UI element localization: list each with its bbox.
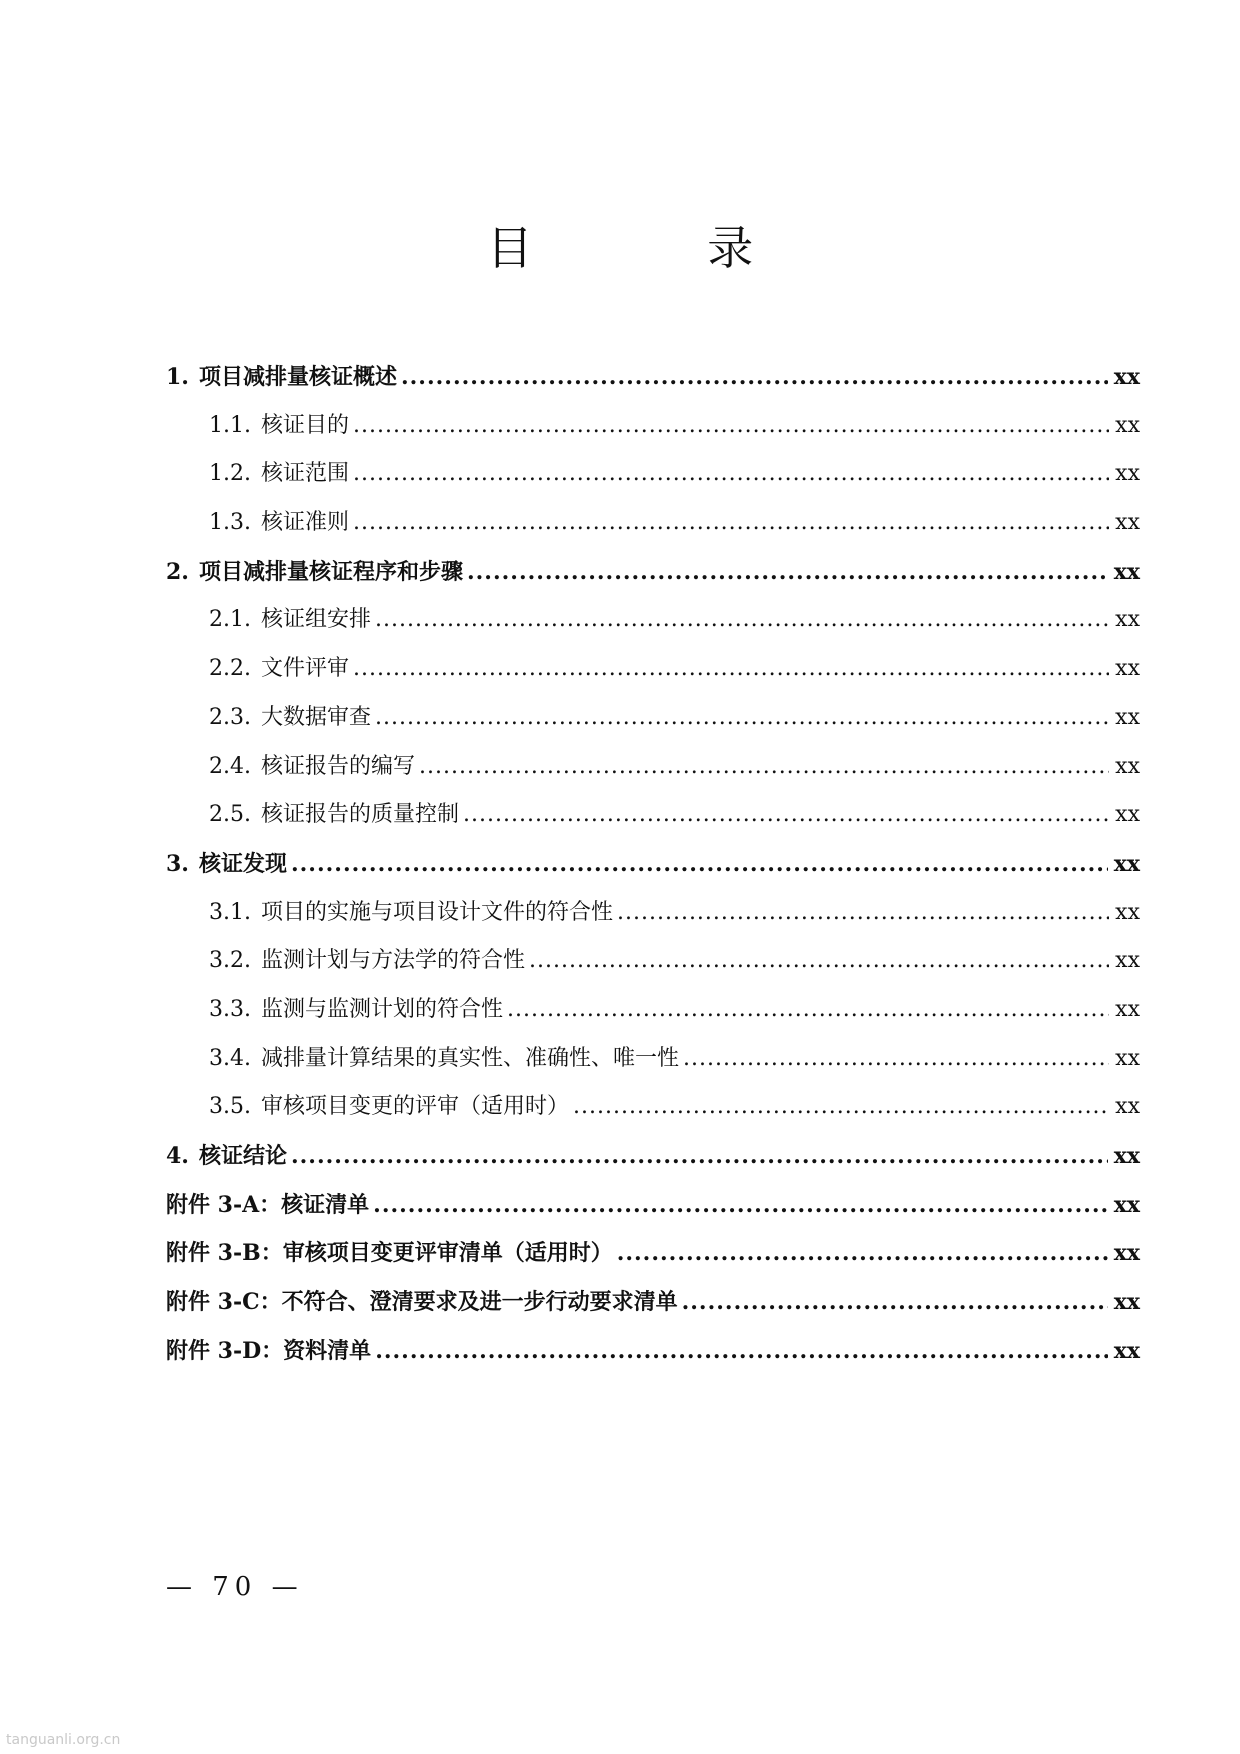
toc-entry[interactable] [166, 937, 1140, 986]
dot-leader [617, 1229, 1108, 1278]
toc-page: xx [1113, 364, 1140, 390]
toc-page: xx [1115, 802, 1140, 828]
toc-entry-appendix[interactable] [166, 1327, 1140, 1376]
toc-entry-appendix[interactable] [166, 1278, 1140, 1327]
toc-title: 监测与监测计划的符合性 [260, 996, 503, 1022]
toc-number: 2. [166, 558, 189, 585]
dot-leader [375, 596, 1109, 645]
toc-page: xx [1113, 1240, 1140, 1267]
toc-page: xx [1113, 1337, 1140, 1364]
toc-entry-appendix[interactable] [166, 1181, 1140, 1230]
dot-leader [401, 353, 1108, 402]
toc-number: 3.2. [209, 948, 251, 974]
toc-title: 核证范围 [260, 461, 349, 487]
toc-page: xx [1113, 558, 1140, 585]
toc-number: 2.2. [209, 656, 251, 682]
toc-number: 3.4. [209, 1045, 251, 1071]
toc-title: 大数据审查 [260, 704, 371, 730]
toc-number: 1.3. [209, 510, 251, 536]
dot-leader [467, 548, 1108, 597]
toc-number: 2.1. [209, 607, 251, 633]
dot-leader [353, 499, 1109, 548]
toc-number: 1.2. [209, 461, 251, 487]
toc-entry[interactable] [166, 1035, 1140, 1084]
toc-title: 附件 3-C：不符合、澄清要求及进一步行动要求清单 [166, 1289, 678, 1316]
dot-leader [375, 694, 1109, 743]
dot-leader [529, 937, 1109, 986]
toc-title: 审核项目变更的评审（适用时） [260, 1094, 569, 1120]
dot-leader [682, 1278, 1108, 1327]
toc-title: 项目减排量核证程序和步骤 [198, 558, 463, 585]
dot-leader [507, 986, 1109, 1035]
toc-title: 核证发现 [198, 850, 287, 877]
page-title: 目 录 [486, 221, 834, 275]
dot-leader [375, 1327, 1108, 1376]
dot-leader [353, 645, 1109, 694]
toc-entry[interactable] [166, 548, 1140, 597]
toc-page: xx [1115, 461, 1140, 487]
toc-number: 3.5. [209, 1094, 251, 1120]
dot-leader [353, 402, 1109, 451]
table-of-contents [166, 353, 1140, 1375]
toc-number: 2.4. [209, 753, 251, 779]
toc-page: xx [1113, 1289, 1140, 1316]
toc-entry[interactable] [166, 499, 1140, 548]
dot-leader [291, 840, 1108, 889]
watermark: tanguanli.org.cn [6, 1732, 121, 1748]
toc-title: 核证目的 [260, 412, 349, 438]
toc-number: 3.3. [209, 996, 251, 1022]
toc-title: 文件评审 [260, 656, 349, 682]
toc-number: 3. [166, 850, 189, 877]
toc-number: 1.1. [209, 412, 251, 438]
toc-title: 项目的实施与项目设计文件的符合性 [260, 899, 613, 925]
dot-leader [353, 450, 1109, 499]
toc-entry[interactable] [166, 353, 1140, 402]
toc-entry[interactable] [166, 645, 1140, 694]
toc-page: xx [1115, 1045, 1140, 1071]
toc-title: 核证报告的编写 [260, 753, 415, 779]
toc-title: 核证结论 [198, 1143, 287, 1169]
toc-title: 核证报告的质量控制 [260, 802, 459, 828]
toc-page: xx [1115, 412, 1140, 438]
toc-number: 2.5. [209, 802, 251, 828]
toc-page: xx [1113, 1191, 1140, 1218]
toc-page: xx [1113, 850, 1140, 877]
toc-title: 附件 3-B：审核项目变更评审清单（适用时） [166, 1240, 613, 1267]
dot-leader [463, 791, 1109, 840]
toc-entry[interactable] [166, 791, 1140, 840]
toc-entry[interactable] [166, 694, 1140, 743]
toc-title: 附件 3-D：资料清单 [166, 1337, 372, 1364]
toc-page: xx [1115, 899, 1140, 925]
toc-page: xx [1115, 607, 1140, 633]
toc-number: 2.3. [209, 704, 251, 730]
toc-title: 附件 3-A：核证清单 [166, 1191, 370, 1218]
toc-entry[interactable] [166, 889, 1140, 938]
dot-leader [617, 889, 1109, 938]
dot-leader [419, 743, 1109, 792]
toc-title: 监测计划与方法学的符合性 [260, 948, 525, 974]
page-number: — 70 — [166, 1572, 304, 1602]
toc-entry[interactable] [166, 1083, 1140, 1132]
toc-title: 项目减排量核证概述 [198, 364, 397, 390]
toc-number: 4. [166, 1143, 189, 1169]
toc-page: xx [1115, 510, 1140, 536]
toc-number: 1. [166, 364, 189, 390]
dot-leader [683, 1035, 1109, 1084]
toc-number: 3.1. [209, 899, 251, 925]
toc-page: xx [1115, 948, 1140, 974]
toc-page: xx [1115, 704, 1140, 730]
toc-page: xx [1115, 996, 1140, 1022]
toc-page: xx [1115, 753, 1140, 779]
toc-title: 核证组安排 [260, 607, 371, 633]
toc-entry-appendix[interactable] [166, 1229, 1140, 1278]
dot-leader [291, 1132, 1108, 1181]
dot-leader [373, 1181, 1108, 1230]
toc-title: 核证准则 [260, 510, 349, 536]
toc-entry[interactable] [166, 840, 1140, 889]
dot-leader [573, 1083, 1109, 1132]
toc-entry[interactable] [166, 986, 1140, 1035]
toc-entry[interactable] [166, 450, 1140, 499]
toc-title: 减排量计算结果的真实性、准确性、唯一性 [260, 1045, 679, 1071]
toc-entry[interactable] [166, 402, 1140, 451]
toc-entry[interactable] [166, 596, 1140, 645]
toc-entry[interactable] [166, 743, 1140, 792]
toc-page: xx [1115, 656, 1140, 682]
toc-page: xx [1115, 1094, 1140, 1120]
toc-page: xx [1113, 1143, 1140, 1169]
toc-entry[interactable] [166, 1132, 1140, 1181]
